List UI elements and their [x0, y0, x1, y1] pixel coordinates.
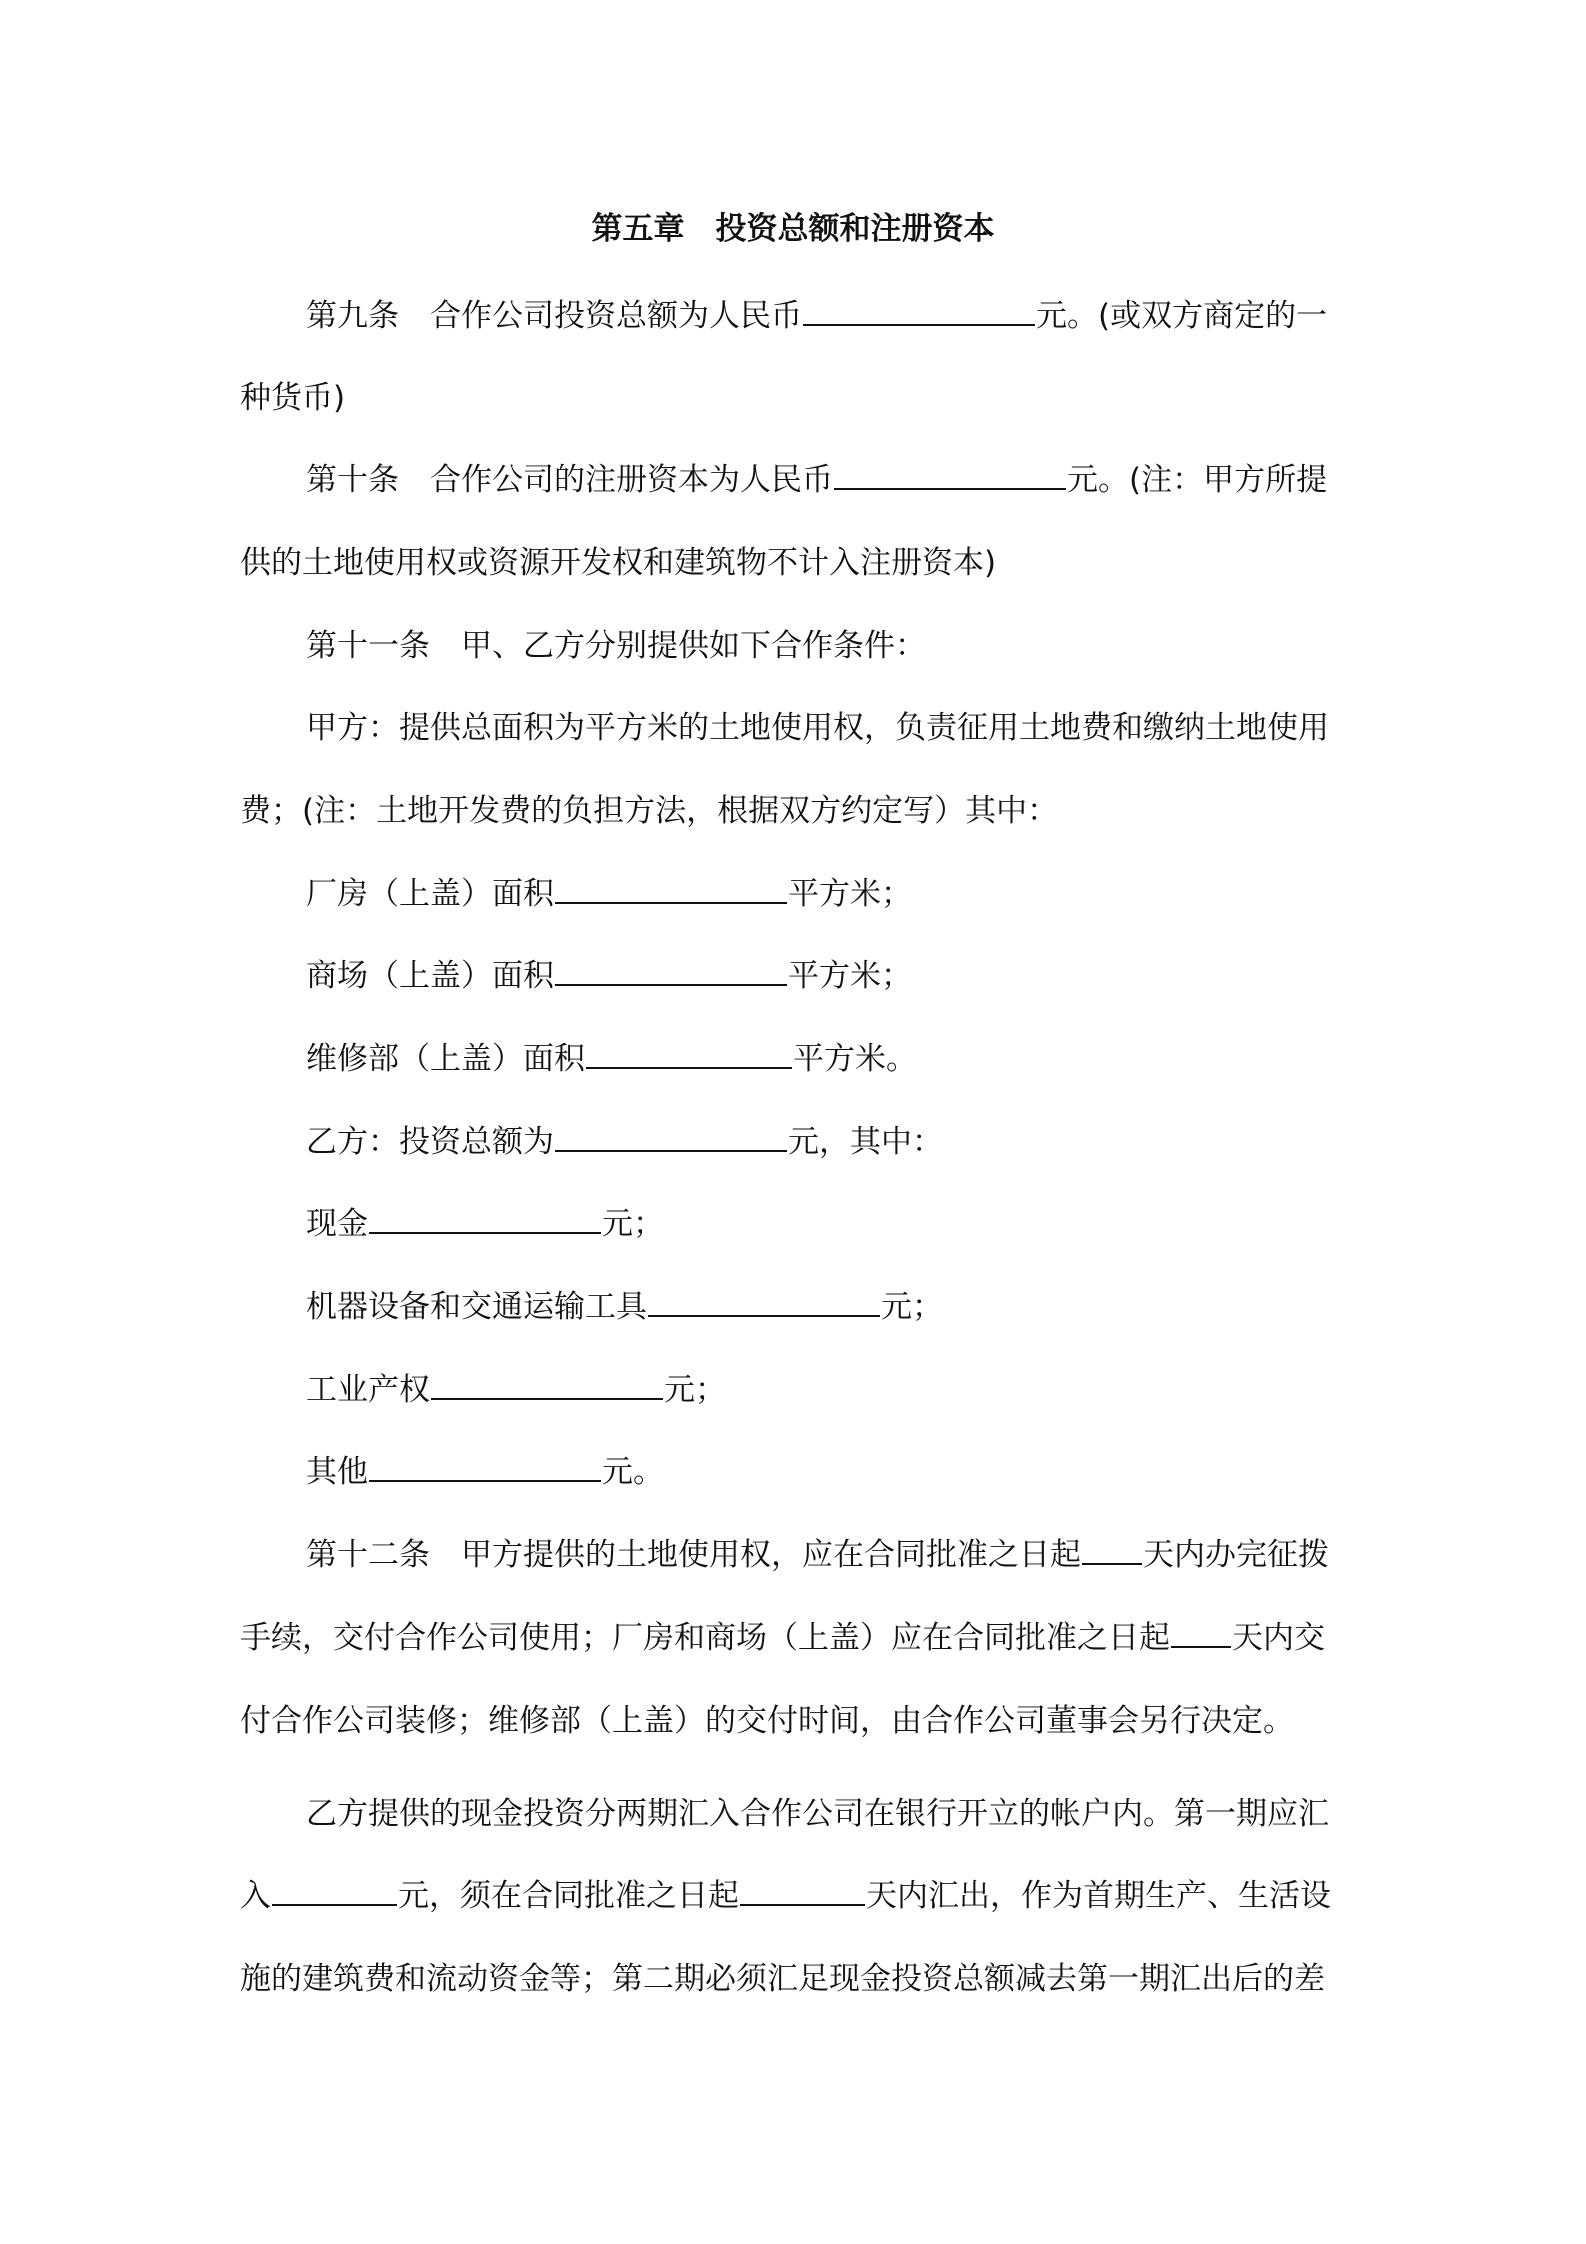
fill-in-blank	[648, 1285, 880, 1317]
factory-area-line	[306, 870, 912, 918]
text: 工业产权	[306, 1372, 430, 1408]
text: 元。	[602, 1454, 664, 1490]
text: 甲方：提供总面积为平方米的土地使用权，负责征用土地费和缴纳土地使用	[306, 710, 1329, 746]
article-11-heading	[306, 622, 926, 670]
party-a-line-1	[306, 704, 1329, 752]
text: 元，其中：	[788, 1124, 943, 1160]
article-10-line-2	[240, 539, 996, 587]
other-line	[306, 1448, 664, 1496]
fill-in-blank	[555, 954, 787, 986]
article-12-line-1	[306, 1531, 1329, 1579]
article-10-line-1	[306, 456, 1327, 504]
article-9-line-1	[306, 292, 1327, 340]
fill-in-blank	[272, 1874, 397, 1906]
text: 平方米。	[793, 1041, 917, 1077]
fill-in-blank	[369, 1450, 601, 1482]
text: 费；(注：土地开发费的负担方法，根据双方约定写）其中：	[240, 793, 1059, 829]
text: 元。(或双方商定的一	[1036, 298, 1328, 334]
text: 天内汇出，作为首期生产、生活设	[866, 1878, 1331, 1914]
text: 商场（上盖）面积	[306, 958, 554, 994]
text: 厂房（上盖）面积	[306, 876, 554, 912]
text: 种货币)	[240, 380, 346, 416]
article-12-line-3	[240, 1697, 1294, 1745]
industrial-property-line	[306, 1366, 726, 1414]
text: 元，须在合同批准之日起	[398, 1878, 739, 1914]
text: 平方米；	[788, 958, 912, 994]
party-b-cash-line-3	[240, 1955, 1325, 2003]
text: 机器设备和交通运输工具	[306, 1289, 647, 1325]
text: 其他	[306, 1454, 368, 1490]
text: 维修部（上盖）面积	[306, 1041, 585, 1077]
fill-in-blank	[834, 458, 1066, 490]
party-b-total-line	[306, 1118, 943, 1166]
text: 元；	[881, 1289, 943, 1325]
fill-in-blank	[555, 872, 787, 904]
mall-area-line	[306, 952, 912, 1000]
text: 乙方提供的现金投资分两期汇入合作公司在银行开立的帐户内。第一期应汇	[306, 1796, 1329, 1832]
text: 乙方：投资总额为	[306, 1124, 554, 1160]
text: 入	[240, 1878, 271, 1914]
text: 第十一条 甲、乙方分别提供如下合作条件：	[306, 628, 926, 664]
text: 付合作公司装修；维修部（上盖）的交付时间，由合作公司董事会另行决定。	[240, 1703, 1294, 1739]
cash-line	[306, 1200, 664, 1248]
text: 元；	[664, 1372, 726, 1408]
text: 施的建筑费和流动资金等；第二期必须汇足现金投资总额减去第一期汇出后的差	[240, 1961, 1325, 1997]
text: 供的土地使用权或资源开发权和建筑物不计入注册资本)	[240, 545, 997, 581]
text: 元；	[602, 1206, 664, 1242]
text: 现金	[306, 1206, 368, 1242]
article-12-line-2	[240, 1614, 1325, 1662]
fill-in-blank	[1082, 1533, 1142, 1565]
text: 天内办完征拨	[1143, 1537, 1329, 1573]
text: 平方米；	[788, 876, 912, 912]
text: 手续，交付合作公司使用；厂房和商场（上盖）应在合同批准之日起	[240, 1620, 1170, 1656]
fill-in-blank	[369, 1202, 601, 1234]
text: 第十二条 甲方提供的土地使用权，应在合同批准之日起	[306, 1537, 1081, 1573]
text: 第十条 合作公司的注册资本为人民币	[306, 462, 833, 498]
article-9-line-2	[240, 374, 345, 422]
text: 元。(注：甲方所提	[1067, 462, 1328, 498]
repair-dept-area-line	[306, 1035, 917, 1083]
text: 第九条 合作公司投资总额为人民币	[306, 298, 802, 334]
party-a-line-2	[240, 787, 1058, 835]
fill-in-blank	[803, 294, 1035, 326]
party-b-cash-line-2	[240, 1872, 1331, 1920]
fill-in-blank	[740, 1874, 865, 1906]
fill-in-blank	[1171, 1616, 1231, 1648]
fill-in-blank	[586, 1037, 792, 1069]
text: 天内交	[1232, 1620, 1325, 1656]
chapter-title: 第五章 投资总额和注册资本	[591, 211, 995, 247]
equipment-line	[306, 1283, 943, 1331]
fill-in-blank	[431, 1368, 663, 1400]
fill-in-blank	[555, 1120, 787, 1152]
party-b-cash-line-1	[306, 1790, 1329, 1838]
